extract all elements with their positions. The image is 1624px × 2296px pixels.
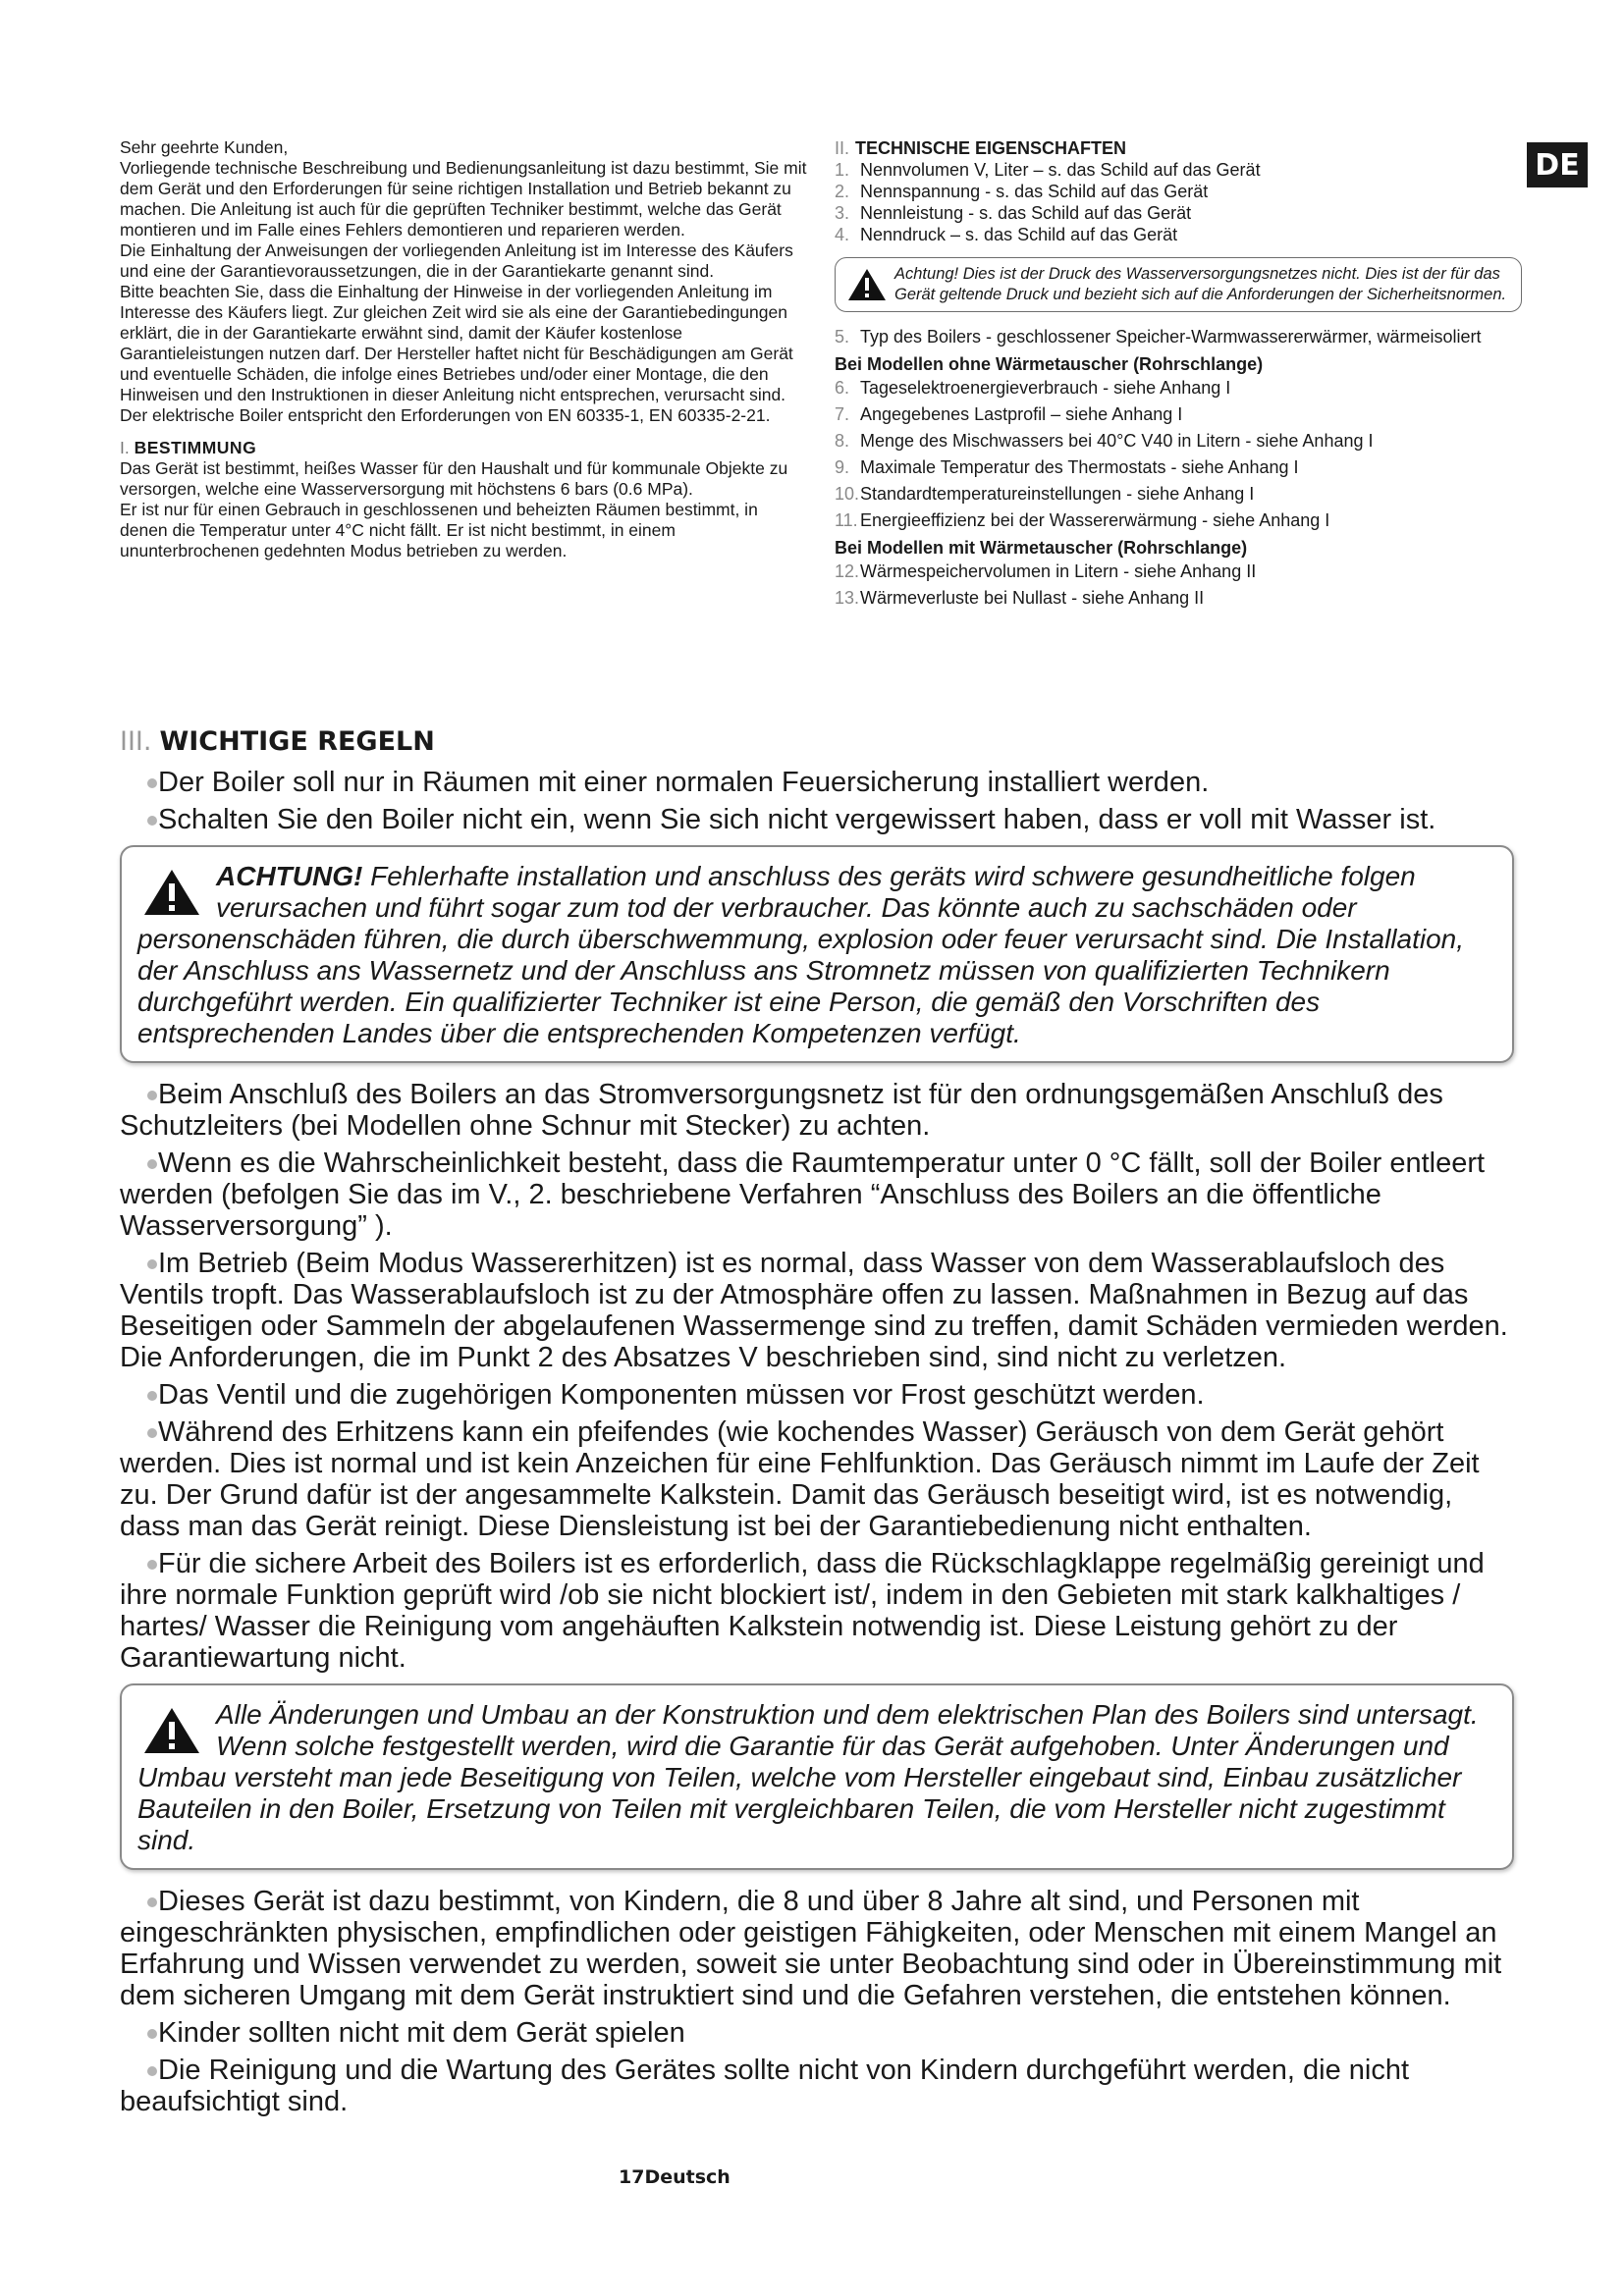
page-number: 17 <box>619 2166 645 2188</box>
installation-warning-box <box>120 845 1514 1063</box>
pressure-warning-text: Achtung! Dies ist der Druck des Wasserversorgungsnetzes nicht. Dies ist der für das Gerät geltende Druck und bezieht sich auf die Anforderungen der Sicherheitsnormen. <box>894 265 1507 303</box>
bullet-icon <box>147 1428 157 1438</box>
subheading-with-heat-exchanger: Bei Modellen mit Wärmetauscher (Rohrschlange) <box>835 538 1248 558</box>
bullet-icon <box>147 1391 157 1401</box>
warning-icon <box>847 268 887 301</box>
bullet-icon <box>147 1897 157 1907</box>
pressure-warning-box <box>835 257 1522 312</box>
spec-item: 10.Standardtemperatureinstellungen - siehe Anhang I <box>835 484 1255 504</box>
spec-item: 8. Menge des Mischwassers bei 40°C V40 in Litern - siehe Anhang I <box>835 431 1374 451</box>
bullet-icon <box>147 816 157 826</box>
section-1-title: BESTIMMUNG <box>134 438 257 457</box>
section-3 <box>120 726 1514 2123</box>
intro-paragraph: Der elektrische Boiler entspricht den Erforderungen von EN 60335-1, EN 60335-2-21. <box>120 405 771 425</box>
modification-warning-text: Alle Änderungen und Umbau an der Konstruktion und dem elektrischen Plan des Boilers sind untersagt. Wenn solche festgestellt werden, wird die Garantie für das Gerät aufgehoben. Unter Änderungen und Umbau versteht man jede Beseitigung von Teilen, welche vom Hersteller eingebaut sind, Einbau zusätzlicher Bauteilen in den Boiler, Ersetzung von Teilen mit vergleichbaren Teilen, die vom Hersteller nicht zugestimmt sind. <box>137 1699 1479 1855</box>
spec-item: 6. Tageselektroenergieverbrauch - siehe Anhang I <box>835 378 1231 398</box>
bullet-icon <box>147 2029 157 2039</box>
section-1-heading <box>120 438 807 458</box>
bullet-icon <box>147 1159 157 1169</box>
spec-item: 11. Energieeffizienz bei der Wassererwärmung - siehe Anhang I <box>835 510 1330 530</box>
page-footer-label: Deutsch <box>644 2166 731 2188</box>
spec-item: 5. Typ des Boilers - geschlossener Speicher-Warmwassererwärmer, wärmeisoliert <box>835 327 1482 347</box>
warning-icon <box>143 869 200 916</box>
section-3-number: III. <box>120 726 152 757</box>
spec-item: 4. Nenndruck – s. das Schild auf das Gerät <box>835 225 1178 244</box>
bullet-icon <box>147 2066 157 2076</box>
rule-bullet: Im Betrieb (Beim Modus Wassererhitzen) ist es normal, dass Wasser von dem Wasserablaufsloch des Ventils tropft. Das Wasserablaufsloch ist zu der Atmosphäre offen zu lassen. Maßnahmen in Bezug auf das Beseitigen oder Sammeln der abgelaufenen Wassermenge sind zu treffen, damit Schäden vermieden werden. Die Anforderungen, die im Punkt 2 des Absatzes V beschrieben sind, sind nicht zu verletzen. <box>120 1248 1508 1373</box>
subheading-without-heat-exchanger: Bei Modellen ohne Wärmetauscher (Rohrschlange) <box>835 354 1264 374</box>
section-1-number: I. <box>120 438 130 457</box>
left-column <box>120 137 807 561</box>
warning-lead: ACHTUNG! <box>216 861 363 891</box>
intro-paragraph: Vorliegende technische Beschreibung und Bedienungsanleitung ist dazu bestimmt, Sie mit dem Gerät und den Erforderungen für seine richtigen Installation und Betrieb bekannt zu machen. Die Anleitung ist auch für die geprüften Techniker bestimmt, welche das Gerät montieren und im Falle eines Fehlers demontieren und reparieren werden. <box>120 158 807 240</box>
modification-warning-box <box>120 1683 1514 1870</box>
rule-bullet: Beim Anschluß des Boilers an das Stromversorgungsnetz ist für den ordnungsgemäßen Anschluß des Schutzleiters (bei Modellen ohne Schnur mit Stecker) zu achten. <box>120 1079 1443 1142</box>
intro-paragraph: Bitte beachten Sie, dass die Einhaltung der Hinweise in der vorliegenden Anleitung im Interesse des Käufers liegt. Zur gleichen Zeit wird sie als eine der Garantiebedingungen erklärt, die in der Garantiekarte erwähnt sind, damit der Käufer kostenlose Garantieleistungen nutzen darf. Der Hersteller haftet nicht für Beschädigungen am Gerät und eventuelle Schäden, die infolge eines Betriebes und/oder einer Montage, die den Hinweisen und den Instruktionen in dieser Anleitung nicht entsprechen, verursacht sind. <box>120 282 793 404</box>
spec-item: 13.Wärmeverluste bei Nullast - siehe Anhang II <box>835 588 1205 608</box>
rule-bullet: Wenn es die Wahrscheinlichkeit besteht, dass die Raumtemperatur unter 0 °C fällt, soll der Boiler entleert werden (befolgen Sie das im V., 2. beschriebene Verfahren “Anschluss des Boilers an die öffentliche Wasserversorgung” ). <box>120 1148 1486 1242</box>
rule-bullet: Schalten Sie den Boiler nicht ein, wenn Sie sich nicht vergewissert haben, dass er voll mit Wasser ist. <box>120 804 1514 835</box>
spec-item: 1. Nennvolumen V, Liter – s. das Schild auf das Gerät <box>835 160 1261 180</box>
intro-paragraph: Die Einhaltung der Anweisungen der vorliegenden Anleitung ist im Interesse des Käufers und eine der Garantievoraussetzungen, die in der Garantiekarte genannt sind. <box>120 240 793 281</box>
bullet-icon <box>147 1259 157 1269</box>
page-footer <box>619 2166 731 2188</box>
right-column <box>835 137 1522 614</box>
section-1-paragraph: Er ist nur für einen Gebrauch in geschlossenen und beheizten Räumen bestimmt, in denen die Temperatur unter 4°C nicht fällt. Er ist nicht bestimmt, in einem ununterbrochenen gedehnten Modus betrieben zu werden. <box>120 500 758 561</box>
rule-bullet: Während des Erhitzens kann ein pfeifendes (wie kochendes Wasser) Geräusch von dem Gerät gehört werden. Dies ist normal und ist kein Anzeichen für eine Fehlfunktion. Das Geräusch nimmt im Laufe der Zeit zu. Der Grund dafür ist der angesammelte Kalkstein. Damit das Geräusch beseitigt wird, ist es notwendig, dass man das Gerät reinigt. Diese Diensleistung ist bei der Garantiebedienung nicht enthalten. <box>120 1416 1480 1542</box>
spec-item: 7. Angegebenes Lastprofil – siehe Anhang I <box>835 404 1183 424</box>
greeting: Sehr geehrte Kunden, <box>120 137 289 157</box>
spec-item: 9. Maximale Temperatur des Thermostats - siehe Anhang I <box>835 457 1299 477</box>
bullet-icon <box>147 1560 157 1570</box>
section-2-number: II. <box>835 138 850 158</box>
spec-item: 12.Wärmespeichervolumen in Litern - siehe Anhang II <box>835 561 1257 581</box>
language-badge: DE <box>1527 142 1588 187</box>
bullet-icon <box>147 1091 157 1100</box>
spec-item: 3. Nennleistung - s. das Schild auf das Gerät <box>835 203 1192 223</box>
installation-warning-text: Fehlerhafte installation und anschluss des geräts wird schwere gesundheitliche folgen verursachen und führt sogar zum tod der verbraucher. Das könnte auch zu sachschäden oder personenschäden führen, die durch überschwemmung, explosion oder feuer verursacht sind. Die Installation, der Anschluss ans Wassernetz und der Anschluss ans Stromnetz müssen von qualifizierten Technikern durchgeführt werden. Ein qualifizierter Techniker ist eine Person, die gemäß den Vorschriften des entsprechenden Landes über die entsprechenden Kompetenzen verfügt. <box>137 861 1464 1048</box>
rule-bullet: Dieses Gerät ist dazu bestimmt, von Kindern, die 8 und über 8 Jahre alt sind, und Personen mit eingeschränkten physischen, empfindlichen oder geistigen Fähigkeiten, oder Menschen mit einem Mangel an Erfahrung und Wissen verwendet zu werden, soweit sie unter Beobachtung sind oder in Übereinstimmung mit dem sicheren Umgang mit dem Gerät instruktiert sind und die Gefahren verstehen, die entstehen können. <box>120 1886 1502 2011</box>
bullet-icon <box>147 778 157 788</box>
section-2-title: TECHNISCHE EIGENSCHAFTEN <box>855 138 1127 158</box>
spec-item: 2. Nennspannung - s. das Schild auf das Gerät <box>835 182 1209 201</box>
rule-bullet: Der Boiler soll nur in Räumen mit einer normalen Feuersicherung installiert werden. <box>120 767 1514 798</box>
rule-bullet: Das Ventil und die zugehörigen Komponenten müssen vor Frost geschützt werden. <box>120 1379 1514 1411</box>
rule-bullet: Für die sichere Arbeit des Boilers ist es erforderlich, dass die Rückschlagklappe regelmäßig gereinigt und ihre normale Funktion geprüft wird /ob sie nicht blockiert ist/, indem in den Gebieten mit stark kalkhaltiges / hartes/ Wasser die Reinigung vom angehäuften Kalkstein notwendig ist. Diese Leistung gehört zu der Garantiewartung nicht. <box>120 1548 1485 1674</box>
section-2-heading <box>835 137 1522 159</box>
warning-icon <box>143 1707 200 1754</box>
section-3-heading <box>120 726 1514 757</box>
section-1-paragraph: Das Gerät ist bestimmt, heißes Wasser für den Haushalt und für kommunale Objekte zu versorgen, welche eine Wasserversorgung mit höchstens 6 bars (0.6 MPa). <box>120 458 788 499</box>
section-3-title: WICHTIGE REGELN <box>159 726 435 757</box>
rule-bullet: Kinder sollten nicht mit dem Gerät spielen <box>120 2017 1514 2049</box>
rule-bullet: Die Reinigung und die Wartung des Gerätes sollte nicht von Kindern durchgeführt werden, die nicht beaufsichtigt sind. <box>120 2055 1410 2117</box>
